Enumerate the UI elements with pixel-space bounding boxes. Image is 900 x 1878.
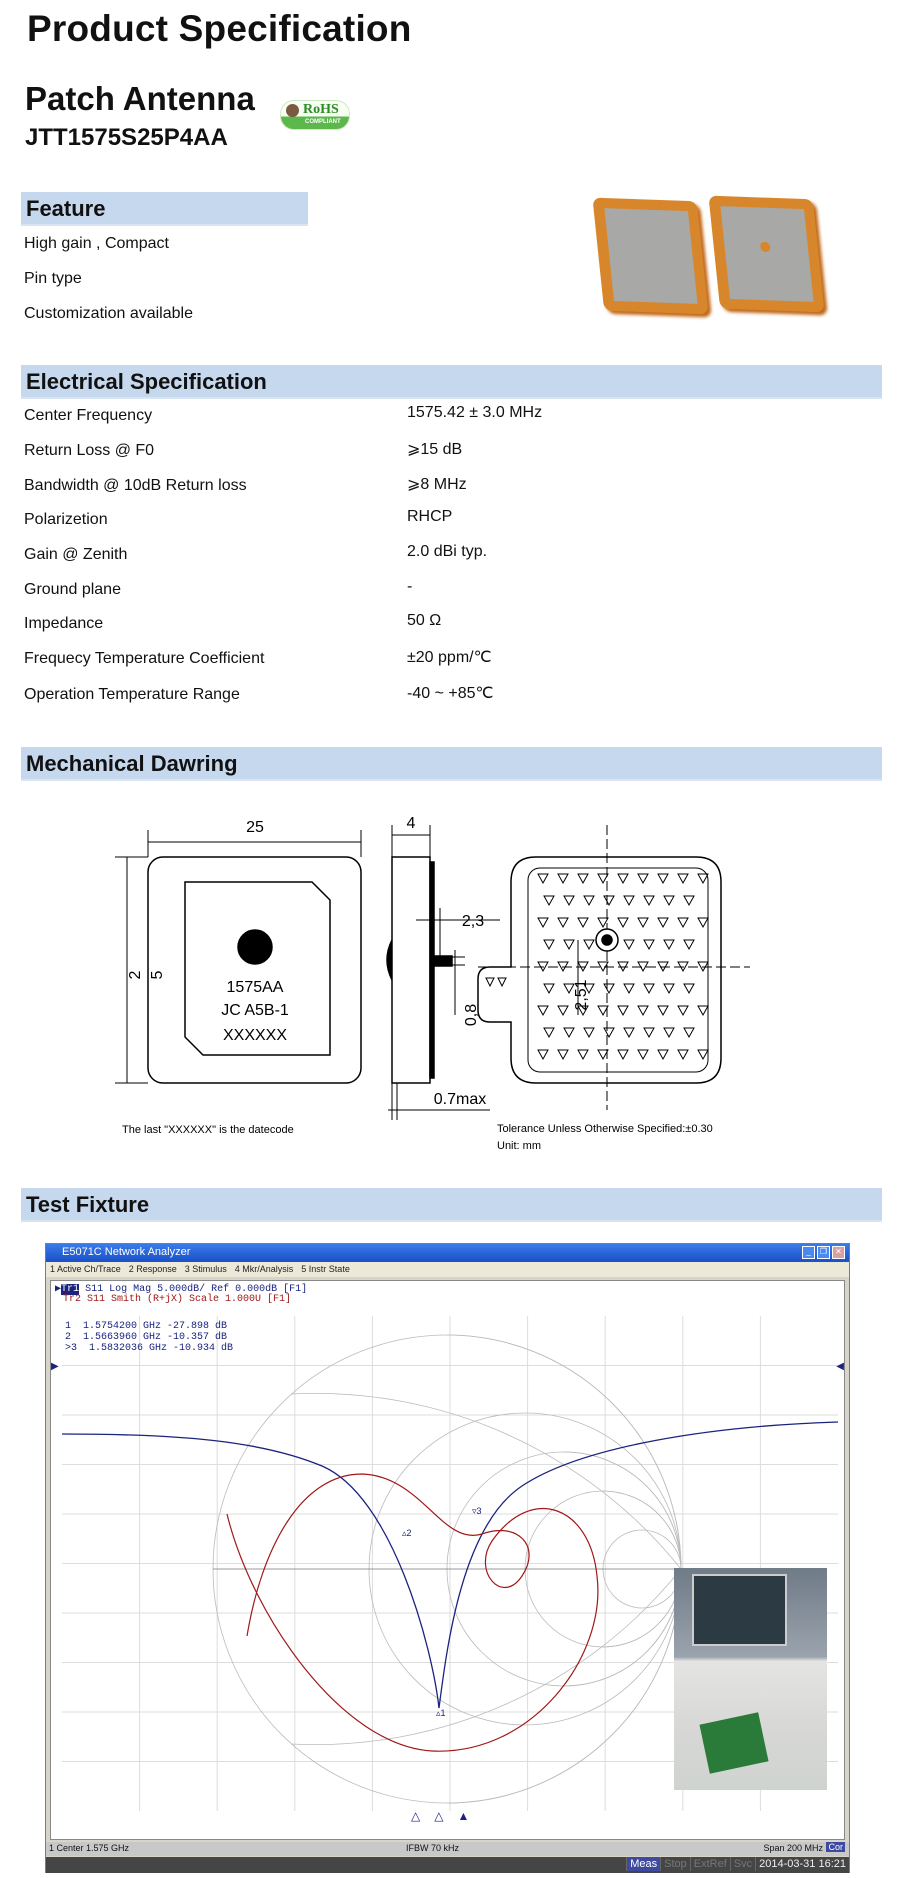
- menu-instr-state[interactable]: 5 Instr State: [301, 1264, 350, 1274]
- marking-line: XXXXXX: [222, 1027, 288, 1044]
- span: Span 200 MHz: [763, 1843, 823, 1853]
- rohs-logo: [280, 100, 350, 130]
- fixture-photo: [674, 1568, 827, 1790]
- mechanical-heading: Mechanical Dawring: [21, 747, 882, 781]
- marker-readout: 1 1.5754200 GHz -27.898 dB 2 1.5663960 GHz -10.357 dB >3 1.5832036 GHz -10.934 dB: [65, 1321, 234, 1354]
- electrical-heading: Electrical Specification: [21, 365, 882, 399]
- marker-2: ▵2: [402, 1528, 412, 1538]
- marker-1: ▵1: [436, 1708, 446, 1718]
- spec-label: Impedance: [24, 615, 104, 632]
- marking-line: JC A5B-1: [221, 1002, 289, 1019]
- spec-value: -40 ~ +85℃: [407, 685, 494, 702]
- close-button[interactable]: ✕: [832, 1246, 845, 1259]
- part-number: JTT1575S25P4AA: [25, 124, 228, 151]
- feature-item: High gain , Compact: [24, 235, 169, 252]
- window-title: E5071C Network Analyzer: [62, 1246, 191, 1258]
- spec-label: Frequecy Temperature Coefficient: [24, 650, 265, 667]
- trace1-label[interactable]: ▶Tr1 S11 Log Mag 5.000dB/ Ref 0.000dB [F1]: [55, 1284, 308, 1295]
- page-title: Product Specification: [27, 8, 412, 49]
- meas-indicator: Meas: [626, 1857, 660, 1871]
- status-bar: [46, 1842, 849, 1856]
- spec-value: -: [407, 578, 413, 595]
- datecode-note: The last "XXXXXX" is the datecode: [122, 1124, 294, 1136]
- spec-label: Gain @ Zenith: [24, 546, 128, 563]
- dim-height-a: 2: [127, 970, 144, 980]
- spec-label: Bandwidth @ 10dB Return loss: [24, 477, 247, 494]
- plot-area[interactable]: [50, 1280, 845, 1840]
- feature-item: Customization available: [24, 305, 193, 322]
- spec-label: Center Frequency: [24, 407, 153, 424]
- antenna-photo-back: [708, 196, 824, 313]
- spec-value: 50 Ω: [407, 612, 442, 629]
- extref-indicator: ExtRef: [690, 1857, 730, 1871]
- menu-bar: [46, 1262, 849, 1277]
- menu-stimulus[interactable]: 3 Stimulus: [184, 1264, 227, 1274]
- unit-note: Unit: mm: [497, 1140, 541, 1152]
- stop-indicator: Stop: [660, 1857, 690, 1871]
- cor-badge: Cor: [828, 1842, 843, 1852]
- rohs-icon: [286, 104, 299, 117]
- spec-value: ⩾15 dB: [407, 441, 463, 458]
- instrument-status-bar: [46, 1857, 849, 1873]
- spec-label: Polarizetion: [24, 511, 108, 528]
- datetime: 2014-03-31 16:21: [755, 1857, 849, 1871]
- dim-width: 25: [246, 819, 264, 836]
- menu-marker[interactable]: 4 Mkr/Analysis: [234, 1264, 294, 1274]
- spec-label: Ground plane: [24, 581, 121, 598]
- antenna-photo-front: [592, 198, 708, 315]
- product-type: Patch Antenna: [25, 80, 255, 117]
- minimize-button[interactable]: _: [802, 1246, 815, 1259]
- rohs-text: RoHS: [303, 102, 339, 117]
- ref-arrow-right[interactable]: ◀: [836, 1361, 844, 1372]
- spec-value: ±20 ppm/℃: [407, 649, 492, 666]
- stimulus-markers: △△▲: [411, 1809, 484, 1823]
- feature-heading: Feature: [21, 192, 308, 226]
- marking-line: 1575AA: [226, 979, 284, 996]
- center-freq: 1 Center 1.575 GHz: [49, 1843, 130, 1853]
- dim-pin-len: 2,3: [461, 913, 485, 930]
- restore-button[interactable]: ❐: [817, 1246, 830, 1259]
- menu-active-ch[interactable]: 1 Active Ch/Trace: [50, 1264, 121, 1274]
- feature-item: Pin type: [24, 270, 82, 287]
- dim-thickness: 4: [406, 815, 416, 832]
- window-titlebar: [46, 1244, 849, 1262]
- mechanical-drawing: [100, 800, 760, 1160]
- rohs-subtext: COMPLIANT: [305, 119, 341, 125]
- spec-value: 2.0 dBi typ.: [407, 543, 488, 560]
- ifbw: IFBW 70 kHz: [406, 1843, 460, 1853]
- spec-label: Operation Temperature Range: [24, 686, 240, 703]
- spec-value: ⩾8 MHz: [407, 476, 467, 493]
- marker-3: ▿3: [472, 1506, 482, 1516]
- dim-height-b: 5: [149, 970, 166, 980]
- dim-pin-dia: 0,8: [463, 1003, 480, 1027]
- trace2-label[interactable]: Tr2 S11 Smith (R+jX) Scale 1.000U [F1]: [63, 1294, 292, 1305]
- svc-indicator: Svc: [730, 1857, 755, 1871]
- dim-plate: 0.7max: [433, 1091, 487, 1108]
- spec-value: 1575.42 ± 3.0 MHz: [407, 404, 543, 421]
- fixture-heading: Test Fixture: [21, 1188, 882, 1222]
- ref-arrow-left[interactable]: ▶: [51, 1361, 59, 1372]
- network-analyzer-window: [45, 1243, 850, 1873]
- menu-response[interactable]: 2 Response: [128, 1264, 177, 1274]
- spec-label: Return Loss @ F0: [24, 442, 155, 459]
- dim-offset: 2,51: [573, 979, 590, 1011]
- tolerance-note: Tolerance Unless Otherwise Specified:±0.30: [497, 1123, 713, 1135]
- spec-value: RHCP: [407, 508, 453, 525]
